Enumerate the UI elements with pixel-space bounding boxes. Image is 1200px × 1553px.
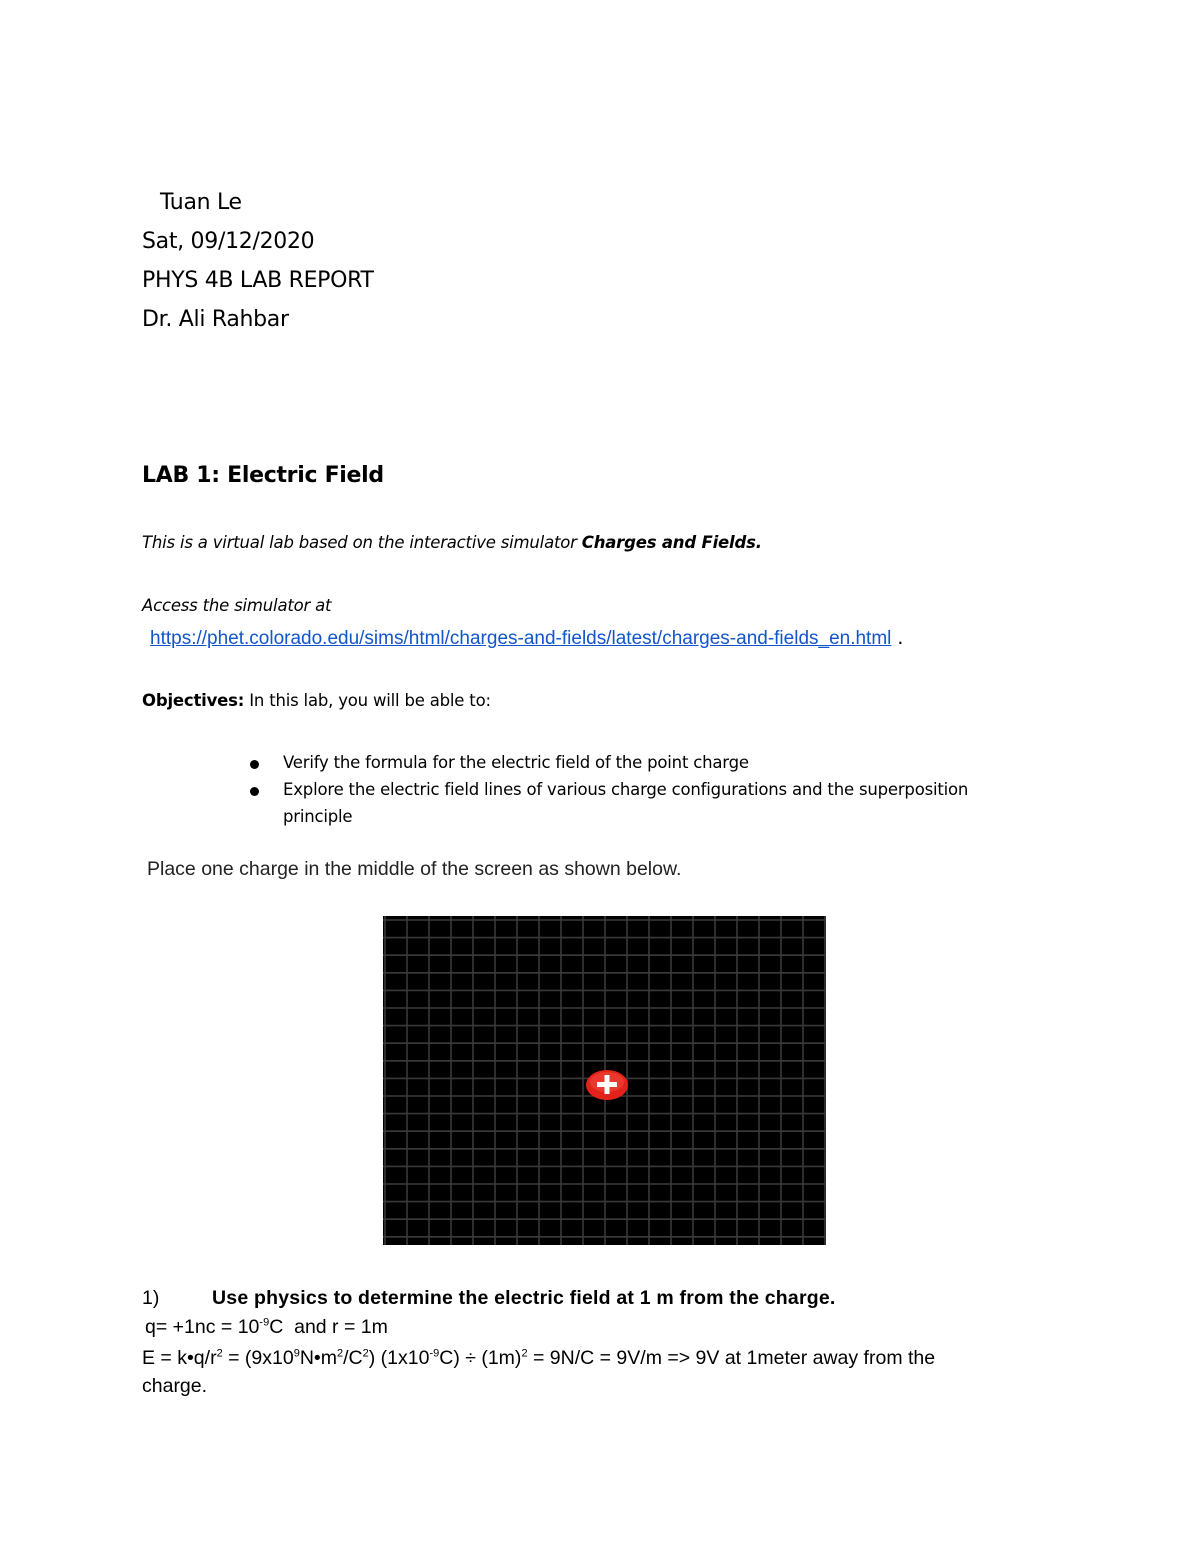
question-text: Use physics to determine the electric field at 1 m from the charge.	[212, 1287, 836, 1309]
given-values: $q= +1nc = 10^{-9}C$ and r = 1m	[145, 1316, 388, 1338]
objectives-label: Objectives:	[142, 691, 245, 710]
positive-charge-icon	[586, 1070, 628, 1100]
simulator-grid	[383, 916, 826, 1245]
simulator-link[interactable]: https://phet.colorado.edu/sims/html/charges-and-fields/latest/charges-and-fields_en.html	[150, 628, 892, 649]
objectives-text: In this lab, you will be able to:	[244, 691, 491, 710]
objective-item-1: Verify the formula for the electric field of the point charge	[283, 753, 749, 772]
author-name: Tuan Le	[160, 190, 242, 215]
lab-title: LAB 1: Electric Field	[142, 463, 384, 488]
objective-item-2: Explore the electric field lines of various charge configurations and the superposition	[283, 780, 969, 799]
charge-plus-vertical	[605, 1075, 610, 1094]
bullet-icon	[250, 760, 259, 769]
lab-intro-prefix: This is a virtual lab based on the interactive simulator	[142, 533, 582, 552]
question-number: 1)	[142, 1287, 160, 1309]
bullet-icon	[250, 787, 259, 796]
lab-intro	[142, 533, 762, 552]
access-label: Access the simulator at	[142, 596, 332, 615]
report-date: Sat, 09/12/2020	[142, 229, 315, 254]
link-trailing-period: .	[891, 627, 904, 649]
objectives-line	[142, 691, 491, 710]
simulator-screenshot	[383, 916, 826, 1245]
simulator-name: Charges and Fields.	[581, 533, 762, 552]
field-equation-continued: charge.	[142, 1375, 208, 1397]
instructor-name: Dr. Ali Rahbar	[142, 307, 289, 332]
instruction-text: Place one charge in the middle of the screen as shown below.	[147, 858, 682, 880]
simulator-link-row	[150, 627, 903, 650]
course-title: PHYS 4B LAB REPORT	[142, 268, 374, 293]
field-equation: $E = k•q/r^2$ = $(9x10^9N•m^2/C^2) (1x10^{-9}C) \div (1m)^2 = 9N/C = 9V/m => 9V$ at 1meter away from the	[142, 1347, 936, 1369]
objective-item-2-continued: principle	[283, 807, 353, 826]
